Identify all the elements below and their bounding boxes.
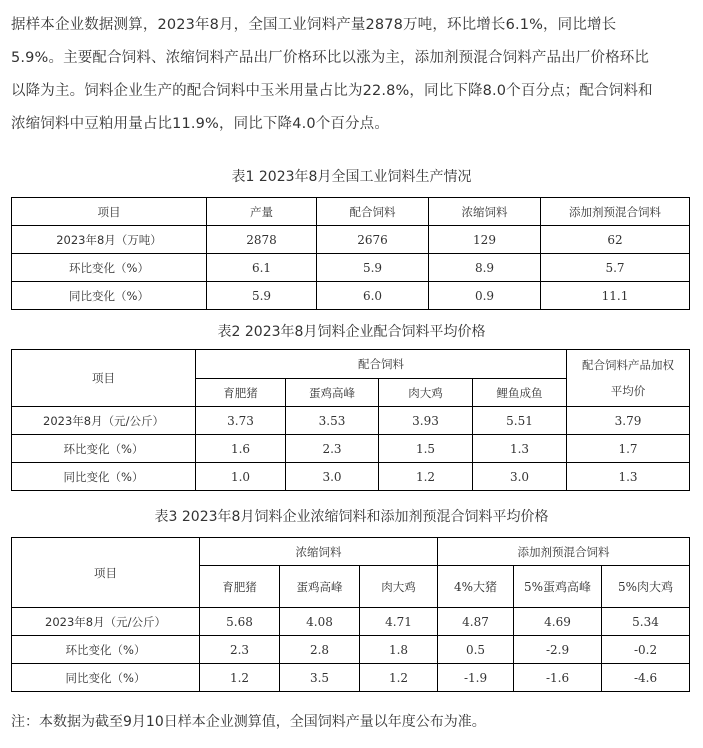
table-cell: 1.3: [567, 463, 690, 491]
subheader-cell: 肉大鸡: [379, 379, 473, 407]
table-cell: 1.2: [360, 664, 438, 692]
header-cell: 项目: [12, 198, 207, 226]
row-label: 同比变化（%）: [12, 282, 207, 310]
header-cell: 配合饲料: [317, 198, 429, 226]
table-cell: -4.6: [602, 664, 690, 692]
table-cell: 3.53: [286, 407, 379, 435]
row-label: 2023年8月（万吨）: [12, 226, 207, 254]
table3-concentrate-premix-prices: [11, 537, 690, 692]
header-cell: 浓缩饲料: [429, 198, 541, 226]
table-cell: 5.34: [602, 608, 690, 636]
paragraph-line: 5.9%。主要配合饲料、浓缩饲料产品出厂价格环比以涨为主，添加剂预混合饲料产品出厂价格环比: [11, 50, 650, 66]
table-row: [12, 636, 690, 664]
table-cell: 1.7: [567, 435, 690, 463]
table-cell: 2.8: [280, 636, 360, 664]
table-row: [12, 435, 690, 463]
table1-production: [11, 197, 690, 310]
subheader-cell: 育肥猪: [196, 379, 286, 407]
table-cell: 8.9: [429, 254, 541, 282]
table-cell: 5.7: [541, 254, 690, 282]
subheader-cell: 5%肉大鸡: [602, 566, 690, 608]
table-cell: 0.9: [429, 282, 541, 310]
table-cell: -2.9: [514, 636, 602, 664]
table-cell: 1.8: [360, 636, 438, 664]
row-label: 同比变化（%）: [12, 463, 196, 491]
table2-compound-prices: [11, 349, 690, 491]
table-cell: 2.3: [286, 435, 379, 463]
table-cell: -0.2: [602, 636, 690, 664]
table-cell: 2.3: [200, 636, 280, 664]
header-cell-item: 项目: [12, 538, 200, 608]
row-label: 同比变化（%）: [12, 664, 200, 692]
summary-paragraph: [11, 9, 695, 141]
table-cell: 2878: [207, 226, 317, 254]
header-cell-item: 项目: [12, 350, 196, 407]
table-cell: 129: [429, 226, 541, 254]
weighted-label-line1: 配合饲料产品加权: [582, 358, 674, 372]
subheader-cell: 5%蛋鸡高峰: [514, 566, 602, 608]
row-label: 环比变化（%）: [12, 636, 200, 664]
table-cell: -1.9: [438, 664, 514, 692]
table-row: [12, 463, 690, 491]
table-cell: 1.6: [196, 435, 286, 463]
paragraph-line: 浓缩饲料中豆粕用量占比11.9%，同比下降4.0个百分点。: [11, 116, 389, 132]
table-cell: 1.0: [196, 463, 286, 491]
header-group-concentrate: 浓缩饲料: [200, 538, 438, 566]
row-label: 2023年8月（元/公斤）: [12, 608, 200, 636]
table-cell: 5.9: [317, 254, 429, 282]
table-cell: 5.51: [473, 407, 567, 435]
table-header-row: [12, 350, 690, 379]
table-cell: -1.6: [514, 664, 602, 692]
header-group-compound: 配合饲料: [196, 350, 567, 379]
row-label: 环比变化（%）: [12, 435, 196, 463]
table-cell: 3.5: [280, 664, 360, 692]
table-row: [12, 407, 690, 435]
header-cell: 添加剂预混合饲料: [541, 198, 690, 226]
table-row: [12, 226, 690, 254]
table-cell: 4.87: [438, 608, 514, 636]
table-cell: 3.0: [473, 463, 567, 491]
table-cell: 1.2: [200, 664, 280, 692]
footnote: 注：本数据为截至9月10日样本企业测算值，全国饲料产量以年度公布为准。: [11, 714, 486, 730]
table-cell: 6.0: [317, 282, 429, 310]
table-cell: 5.9: [207, 282, 317, 310]
subheader-cell: 蛋鸡高峰: [286, 379, 379, 407]
header-cell: 产量: [207, 198, 317, 226]
table-cell: 6.1: [207, 254, 317, 282]
table-cell: 5.68: [200, 608, 280, 636]
table-cell: 62: [541, 226, 690, 254]
subheader-cell: 肉大鸡: [360, 566, 438, 608]
table-cell: 4.71: [360, 608, 438, 636]
table-cell: 4.69: [514, 608, 602, 636]
row-label: 环比变化（%）: [12, 254, 207, 282]
table-cell: 3.79: [567, 407, 690, 435]
table-cell: 2676: [317, 226, 429, 254]
table-row: [12, 608, 690, 636]
table-cell: 11.1: [541, 282, 690, 310]
table-header-row: [12, 198, 690, 226]
table-cell: 1.5: [379, 435, 473, 463]
paragraph-line: 以降为主。饲料企业生产的配合饲料中玉米用量占比为22.8%，同比下降8.0个百分点；配合饲料和: [11, 83, 653, 99]
weighted-label-line2: 平均价: [610, 384, 646, 398]
table3-caption: 表3 2023年8月饲料企业浓缩饲料和添加剂预混合饲料平均价格: [154, 509, 549, 525]
table-row: [12, 664, 690, 692]
table-row: [12, 254, 690, 282]
table-cell: 1.2: [379, 463, 473, 491]
table-cell: 0.5: [438, 636, 514, 664]
header-group-premix: 添加剂预混合饲料: [438, 538, 690, 566]
subheader-cell: 蛋鸡高峰: [280, 566, 360, 608]
table-cell: 4.08: [280, 608, 360, 636]
table-row: [12, 282, 690, 310]
subheader-cell: 鲤鱼成鱼: [473, 379, 567, 407]
subheader-cell: 4%大猪: [438, 566, 514, 608]
table1-caption: 表1 2023年8月全国工业饲料生产情况: [231, 169, 472, 185]
table-cell: 3.0: [286, 463, 379, 491]
table-header-row: [12, 538, 690, 566]
table-cell: 1.3: [473, 435, 567, 463]
table-cell: 3.73: [196, 407, 286, 435]
header-cell-weighted: [567, 350, 690, 407]
paragraph-line: 据样本企业数据测算，2023年8月，全国工业饲料产量2878万吨，环比增长6.1%，同比增长: [11, 17, 617, 33]
table2-caption: 表2 2023年8月饲料企业配合饲料平均价格: [217, 324, 486, 340]
table-cell: 3.93: [379, 407, 473, 435]
row-label: 2023年8月（元/公斤）: [12, 407, 196, 435]
subheader-cell: 育肥猪: [200, 566, 280, 608]
